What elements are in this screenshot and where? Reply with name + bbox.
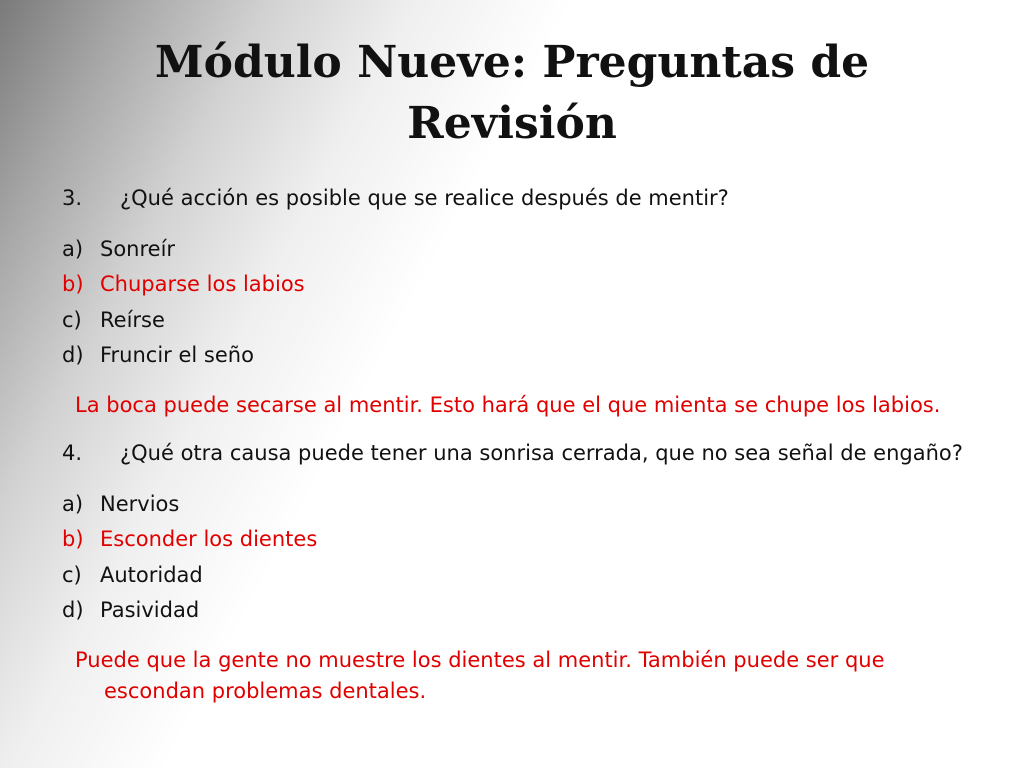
option-text: Sonreír: [100, 237, 176, 261]
q4-explanation-line-1: Puede que la gente no muestre los dientes al mentir. También puede ser que: [75, 648, 885, 672]
option-letter: d): [62, 598, 84, 622]
q4-explanation-line-2: escondan problemas dentales.: [104, 679, 427, 703]
question-text: ¿Qué acción es posible que se realice después de mentir?: [120, 186, 729, 210]
option-letter: c): [62, 308, 82, 332]
slide-title: [60, 32, 964, 154]
slide-title-line-1: Módulo Nueve: Preguntas de: [154, 37, 870, 88]
option-text: Chuparse los labios: [100, 272, 305, 296]
option-text: Fruncir el seño: [100, 343, 254, 367]
question-text: ¿Qué otra causa puede tener una sonrisa cerrada, que no sea señal de engaño?: [120, 441, 963, 465]
option-text: Reírse: [100, 308, 165, 332]
q4-explanation: [75, 645, 955, 707]
option-letter: d): [62, 343, 84, 367]
option-text: Nervios: [100, 492, 180, 516]
option-text: Pasividad: [100, 598, 200, 622]
option-text: Autoridad: [100, 563, 203, 587]
slide-title-line-2: Revisión: [407, 98, 617, 149]
q3-explanation: La boca puede secarse al mentir. Esto hará que el que mienta se chupe los labios.: [75, 393, 941, 417]
option-letter: a): [62, 492, 84, 516]
option-letter: b): [62, 527, 84, 551]
question-number: 3.: [62, 186, 83, 210]
option-letter: c): [62, 563, 82, 587]
question-number: 4.: [62, 441, 83, 465]
option-text: Esconder los dientes: [100, 527, 318, 551]
option-letter: b): [62, 272, 84, 296]
option-letter: a): [62, 237, 84, 261]
